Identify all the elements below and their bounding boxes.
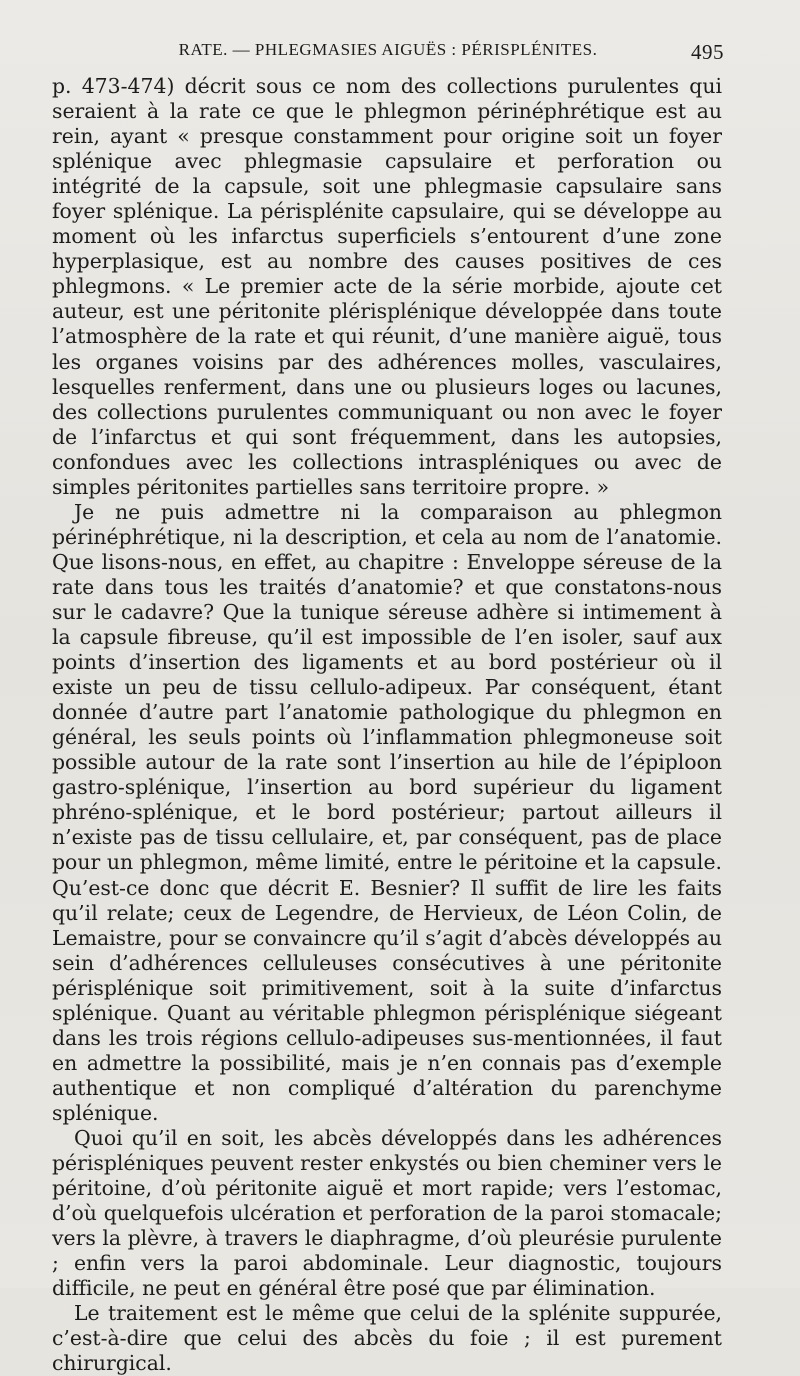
running-head [52,40,724,64]
paragraph-abscess-course: Quoi qu’il en soit, les abcès développés dans les adhérences périspléniques peuvent rester enkystés ou bien cheminer vers le péritoine, d’où péritonite aiguë et mort rapide; vers l’estomac, d’où quelquefois ulcération et perforation de la paroi stomacale; vers la plèvre, à travers le diaphragme, d’où pleurésie purulente ; enfin vers la paroi abdominale. Leur diagnostic, toujours difficile, ne peut en général être posé que par élimination. [52,1125,722,1301]
paragraph-anatomy-argument: Je ne puis admettre ni la comparaison au phlegmon périnéphrétique, ni la description, et cela au nom de l’anatomie. Que lisons-nous, en effet, au chapitre : Enveloppe séreuse de la rate dans tous les traités d’anatomie? et que constatons-nous sur le cadavre? Que la tunique séreuse adhère si intimement à la capsule fibreuse, qu’il est impossible de l’en isoler, sauf aux points d’insertion des ligaments et au bord postérieur où il existe un peu de tissu cellulo-adipeux. Par conséquent, étant donnée d’autre part l’anatomie pathologique du phlegmon en général, les seuls points où l’inflammation phlegmoneuse soit possible autour de la rate sont l’insertion au hile de l’épiploon gastro-splénique, l’insertion au bord supérieur du ligament phréno-splénique, et le bord postérieur; partout ailleurs il n’existe pas de tissu cellulaire, et, par conséquent, pas de place pour un phlegmon, même limité, entre le péritoine et la capsule. Qu’est-ce donc que décrit E. Besnier? Il suffit de lire les faits qu’il relate; ceux de Legendre, de Hervieux, de Léon Colin, de Lemaistre, pour se convaincre qu’il s’agit d’abcès développés au sein d’adhérences celluleuses consécutives à une péritonite périsplénique soit primitivement, soit à la suite d’infarctus splénique. Quant au véritable phlegmon périsplénique siégeant dans les trois régions cellulo-adipeuses sus-mentionnées, il faut en admettre la possibilité, mais je n’en connais pas d’exemple authentique et non compliqué d’altération du parenchyme splénique. [52,499,722,1125]
paragraph-treatment: Le traitement est le même que celui de la splénite suppurée, c’est-à-dire que celui des abcès du foie ; il est purement chirurgical. [52,1301,722,1376]
page-number: 495 [691,40,724,64]
body-text [52,74,722,1376]
paragraph-continuation: p. 473-474) décrit sous ce nom des collections purulentes qui seraient à la rate ce que le phlegmon périnéphrétique est au rein, ayant « presque constamment pour origine soit un foyer splénique avec phlegmasie capsulaire et perforation ou intégrité de la capsule, soit une phlegmasie capsulaire sans foyer splénique. La périsplénite capsulaire, qui se développe au moment où les infarctus superficiels s’entourent d’une zone hyperplasique, est au nombre des causes positives de ces phlegmons. « Le premier acte de la série morbide, ajoute cet auteur, est une péritonite plérisplénique développée dans toute l’atmosphère de la rate et qui réunit, d’une manière aiguë, tous les organes voisins par des adhérences molles, vasculaires, lesquelles renferment, dans une ou plusieurs loges ou lacunes, des collections purulentes communiquant ou non avec le foyer de l’infarctus et qui sont fréquemment, dans les autopsies, confondues avec les collections intraspléniques ou avec de simples péritonites partielles sans territoire propre. » [52,74,722,499]
running-head-title: RATE. — PHLEGMASIES AIGUËS : PÉRISPLÉNITES. [178,40,598,59]
